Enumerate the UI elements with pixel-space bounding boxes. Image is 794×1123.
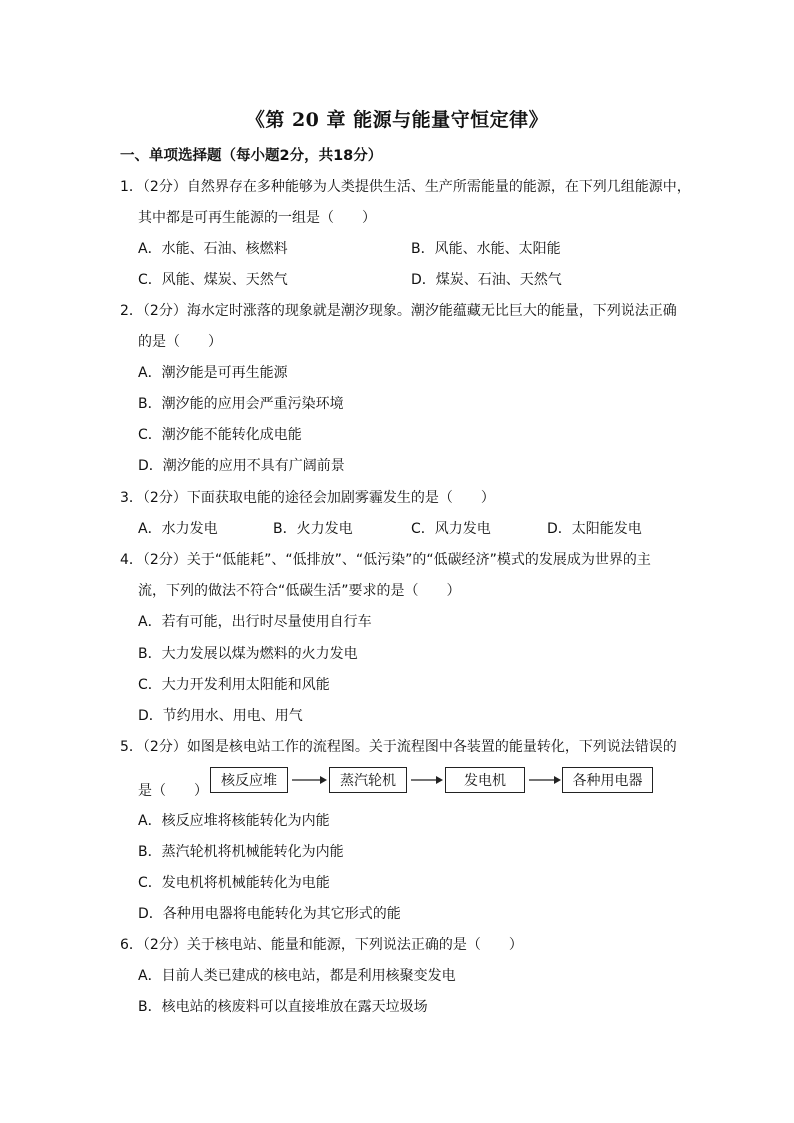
flow-box-appliances: 各种用电器 [562,767,653,793]
question-4-option-b: B．大力发展以煤为燃料的火力发电 [138,646,358,662]
question-5-option-a: A．核反应堆将核能转化为内能 [138,813,330,829]
flow-arrow-2 [409,767,444,793]
question-4-option-a: A．若有可能，出行时尽量使用自行车 [138,614,372,630]
question-2-option-b: B．潮汐能的应用会严重污染环境 [138,396,344,412]
question-1-option-a: A．水能、石油、核燃料 [138,241,288,257]
question-2-option-a: A．潮汐能是可再生能源 [138,365,288,381]
question-2-option-c: C．潮汐能不能转化成电能 [138,427,302,443]
question-3-option-a: A．水力发电 [138,521,218,537]
question-1-option-c: C．风能、煤炭、天然气 [138,272,288,288]
page-title: 《第 20 章 能源与能量守恒定律》 [245,109,549,131]
question-3-stem-line-1: 3．（2分）下面获取电能的途径会加剧雾霾发生的是（ ） [120,490,495,506]
question-1-option-b: B．风能、水能、太阳能 [411,241,561,257]
flow-box-reactor: 核反应堆 [210,767,288,793]
question-3-option-b: B．火力发电 [273,521,353,537]
question-3-option-d: D．太阳能发电 [547,521,642,537]
question-4-stem-line-2: 流，下列的做法不符合“低碳生活”要求的是（ ） [138,583,461,599]
question-1-stem-line-2: 其中都是可再生能源的一组是（ ） [138,210,376,226]
question-4-stem-line-1: 4．（2分）关于“低能耗”、“低排放”、“低污染”的“低碳经济”模式的发展成为世界的主 [120,552,651,568]
question-6-option-a: A．目前人类已建成的核电站，都是利用核聚变发电 [138,968,456,984]
question-3-option-c: C．风力发电 [411,521,491,537]
flow-box-generator: 发电机 [445,767,525,793]
question-4-option-c: C．大力开发利用太阳能和风能 [138,677,330,693]
question-2-stem-line-1: 2．（2分）海水定时涨落的现象就是潮汐现象。潮汐能蕴藏无比巨大的能量，下列说法正确 [120,303,677,319]
flow-arrow-3 [527,767,562,793]
question-5-option-d: D．各种用电器将电能转化为其它形式的能 [138,906,401,922]
question-6-stem-line-1: 6．（2分）关于核电站、能量和能源，下列说法正确的是（ ） [120,937,523,953]
question-4-option-d: D．节约用水、用电、用气 [138,708,303,724]
question-5-option-b: B．蒸汽轮机将机械能转化为内能 [138,844,344,860]
flow-arrow-1 [290,767,328,793]
question-2-stem-line-2: 的是（ ） [138,334,222,350]
flow-box-turbine: 蒸汽轮机 [329,767,407,793]
question-5-option-c: C．发电机将机械能转化为电能 [138,875,330,891]
question-1-stem-line-1: 1．（2分）自然界存在多种能够为人类提供生活、生产所需能量的能源，在下列几组能源中， [120,179,691,195]
question-2-option-d: D．潮汐能的应用不具有广阔前景 [138,458,345,474]
question-1-option-d: D．煤炭、石油、天然气 [411,272,562,288]
section-heading: 一、单项选择题（每小题2分，共18分） [120,148,383,164]
question-5-stem-line-1: 5．（2分）如图是核电站工作的流程图。关于流程图中各装置的能量转化，下列说法错误的 [120,739,677,755]
question-5-stem-line-2: 是（ ） [138,783,208,799]
question-6-option-b: B．核电站的核废料可以直接堆放在露天垃圾场 [138,999,428,1015]
